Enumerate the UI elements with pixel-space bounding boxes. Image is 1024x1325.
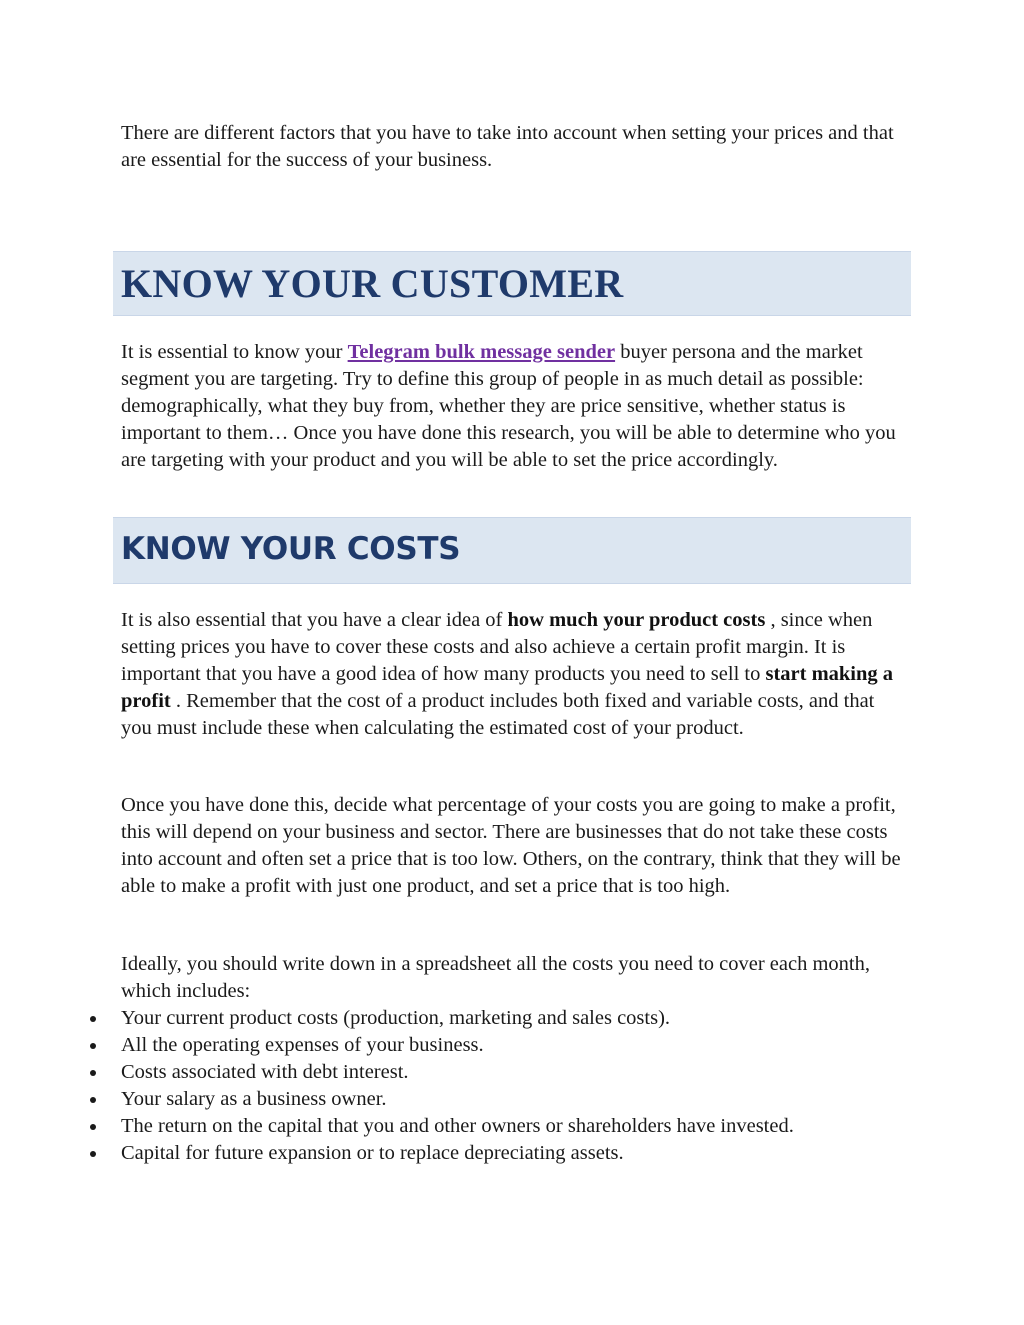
bullet-icon	[90, 1151, 96, 1157]
bullet-text: Your salary as a business owner.	[121, 1088, 387, 1110]
costs-bullet-list	[121, 1005, 921, 1167]
bullet-text: Capital for future expansion or to replace depreciating assets.	[121, 1142, 624, 1164]
telegram-bulk-message-sender-link[interactable]: Telegram bulk message sender	[347, 341, 616, 363]
bullet-icon	[90, 1070, 96, 1076]
costs-paragraph-2: Once you have done this, decide what percentage of your costs you are going to make a profit, this will depend on your business and sector. There are businesses that do not take these costs into account and often set a price that is too low. Others, on the contrary, think that they will be able to make a profit with just one product, and set a price that is too high.	[121, 794, 901, 897]
costs-p1-bold-product-costs: how much your product costs	[507, 609, 766, 631]
list-item	[121, 1140, 921, 1167]
intro-paragraph: There are different factors that you have to take into account when setting your prices and that are essential for the success of your business.	[121, 122, 894, 171]
costs-paragraph-1	[121, 607, 906, 742]
bullet-text: Costs associated with debt interest.	[121, 1061, 409, 1083]
bullet-text: Your current product costs (production, marketing and sales costs).	[121, 1007, 671, 1029]
costs-p1-text-c: . Remember that the cost of a product includes both fixed and variable costs, and that you must include these when calculating the estimated cost of your product.	[121, 690, 875, 739]
list-item	[121, 1059, 921, 1086]
costs-p1-text-a: It is also essential that you have a clear idea of	[121, 609, 508, 631]
list-item	[121, 1086, 921, 1113]
bullet-text: All the operating expenses of your business.	[121, 1034, 484, 1056]
section-heading-box-costs	[113, 517, 911, 584]
bullet-icon	[90, 1016, 96, 1022]
costs-p1-bold-start-profit: start making a profit	[121, 663, 894, 712]
section-heading-know-your-customer: KNOW YOUR CUSTOMER	[121, 261, 624, 306]
costs-paragraph-3: Ideally, you should write down in a spreadsheet all the costs you need to cover each month, which includes:	[121, 953, 870, 1002]
bullet-text: The return on the capital that you and other owners or shareholders have invested.	[121, 1115, 794, 1137]
customer-paragraph	[121, 339, 906, 474]
list-item	[121, 1032, 921, 1059]
list-item	[121, 1005, 921, 1032]
bullet-icon	[90, 1097, 96, 1103]
customer-text-after-link: buyer persona and the market segment you are targeting. Try to define this group of people in as much detail as possible: demographically, what they buy from, whether they are price sensitive, whether status is important to them… Once you have done this research, you will be able to determine who you are targeting with your product and you will be able to set the price accordingly.	[121, 341, 896, 471]
section-heading-know-your-costs: KNOW YOUR COSTS	[121, 531, 461, 567]
bullet-icon	[90, 1043, 96, 1049]
bullet-icon	[90, 1124, 96, 1130]
list-item	[121, 1113, 921, 1140]
section-heading-box-customer	[113, 251, 911, 316]
customer-text-before-link: It is essential to know your	[121, 341, 348, 363]
costs-p1-text-b: , since when setting prices you have to cover these costs and also achieve a certain profit margin. It is important that you have a good idea of how many products you need to sell to	[121, 609, 873, 685]
